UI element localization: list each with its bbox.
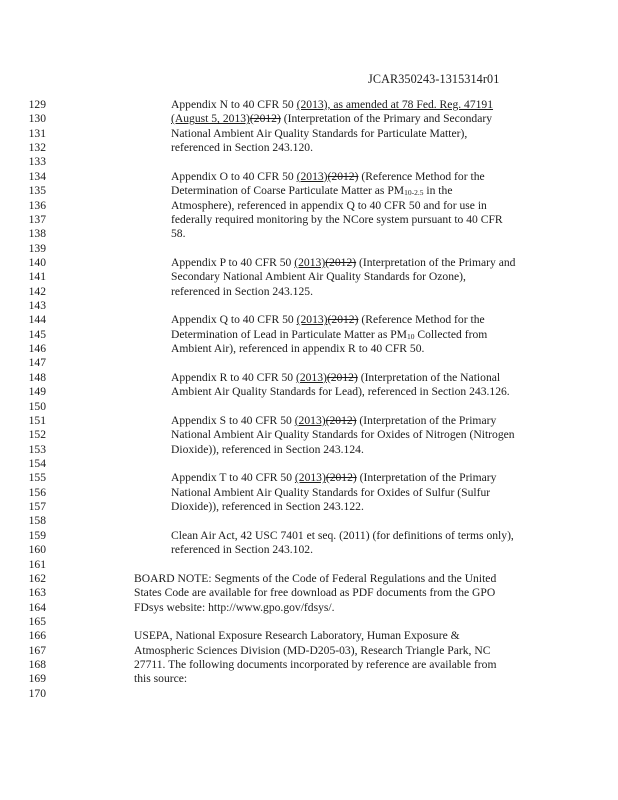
subscript-text: 10-2.5 [404,188,424,198]
line-numbered-body [0,98,618,701]
deleted-text: (2012) [327,169,359,183]
line-number: 163 [28,586,46,600]
document-line [0,457,618,471]
deleted-text: (2012) [325,471,357,485]
line-text [171,184,452,198]
line-text [134,644,490,658]
inserted-text: (2013) [295,370,327,384]
text-segment: (Interpretation of the Primary and [356,255,516,269]
text-segment: (Interpretation of the Primary [356,413,497,427]
line-text [171,342,424,356]
line-text [134,629,460,643]
text-segment: (Reference Method for the [358,313,485,327]
line-text [134,658,497,672]
line-number: 145 [28,327,46,341]
line-text [171,112,492,126]
document-header-id: JCAR350243-1315314r01 [368,72,500,86]
document-line [0,672,618,686]
document-line [0,428,618,442]
document-line [0,615,618,629]
text-segment: 58. [171,227,186,241]
line-text [171,285,313,299]
text-segment: Appendix R to 40 CFR 50 [171,370,296,384]
text-segment: Appendix S to 40 CFR 50 [171,413,295,427]
line-text [171,199,487,213]
line-number: 138 [28,227,46,241]
document-line [0,414,618,428]
line-number: 135 [28,184,46,198]
inserted-text: (2013) [294,471,326,485]
document-line [0,443,618,457]
line-number: 161 [28,557,46,571]
document-line [0,385,618,399]
line-number: 147 [28,356,46,370]
line-text [134,601,335,615]
inserted-text: (2013), as amended at 78 Fed. Reg. 47191 [296,98,494,111]
line-number: 156 [28,485,46,499]
document-line [0,601,618,615]
line-number: 130 [28,112,46,126]
line-number: 158 [28,514,46,528]
text-segment: (Interpretation of the Primary and Secondary [280,112,493,126]
text-segment: BOARD NOTE: Segments of the Code of Federal Regulations and the United [134,571,497,585]
text-segment: federally required monitoring by the NCore system pursuant to 40 CFR [171,212,503,226]
document-line [0,299,618,313]
document-line [0,227,618,241]
line-number: 160 [28,543,46,557]
line-number: 146 [28,342,46,356]
document-line [0,644,618,658]
text-segment: (Interpretation of the Primary [356,471,497,485]
text-segment: in the [423,184,453,198]
line-text [171,500,364,514]
line-number: 150 [28,399,46,413]
deleted-text: (2012) [326,370,358,384]
document-line [0,256,618,270]
line-text [171,313,485,327]
document-line [0,328,618,342]
line-number: 166 [28,629,46,643]
text-segment: Appendix Q to 40 CFR 50 [171,313,297,327]
document-line [0,155,618,169]
text-segment: USEPA, National Exposure Research Laboratory, Human Exposure & [134,629,460,643]
line-number: 136 [28,198,46,212]
document-line [0,242,618,256]
inserted-text: (August 5, 2013) [171,112,250,126]
document-line [0,529,618,543]
line-number: 165 [28,614,46,628]
text-segment: Dioxide)), referenced in Section 243.122. [171,500,364,514]
subscript-text: 10 [407,331,415,341]
text-segment: referenced in Section 243.102. [171,543,313,557]
inserted-text: (2013) [296,169,328,183]
line-number: 144 [28,313,46,327]
text-segment: Appendix N to 40 CFR 50 [171,98,297,111]
text-segment: Ambient Air Quality Standards for Lead), referenced in Section 243.126. [171,385,510,399]
text-segment: National Ambient Air Quality Standards for Oxides of Sulfur (Sulfur [171,485,491,499]
text-segment: this source: [134,672,188,686]
text-segment: Secondary National Ambient Air Quality Standards for Ozone), [171,270,466,284]
line-number: 155 [28,471,46,485]
text-segment: States Code are available for free download as PDF documents from the GPO [134,586,496,600]
text-segment: Atmospheric Sciences Division (MD-D205-03), Research Triangle Park, NC [134,643,491,657]
line-text [171,328,487,342]
text-segment: 27711. The following documents incorporated by reference are available from [134,658,497,672]
text-segment: Dioxide)), referenced in Section 243.124. [171,442,364,456]
line-number: 153 [28,442,46,456]
line-text [171,256,515,270]
line-text [171,385,510,399]
text-segment: Determination of Lead in Particulate Matter as PM [171,327,407,341]
document-line [0,112,618,126]
document-line [0,629,618,643]
text-segment: referenced in Section 243.120. [171,141,313,155]
inserted-text: (2013) [294,255,326,269]
line-number: 132 [28,141,46,155]
text-segment: (Reference Method for the [358,169,485,183]
line-text [171,428,515,442]
line-number: 142 [28,284,46,298]
document-line [0,170,618,184]
document-line [0,371,618,385]
line-text [171,486,490,500]
line-text [171,529,514,543]
document-line [0,658,618,672]
text-segment: Appendix T to 40 CFR 50 [171,471,295,485]
line-number: 159 [28,528,46,542]
line-text [171,227,186,241]
line-text [171,443,364,457]
line-text [134,672,187,686]
document-line [0,586,618,600]
line-text [171,141,313,155]
document-line [0,486,618,500]
inserted-text: (2013) [296,313,328,327]
line-text [171,543,313,557]
line-number: 168 [28,658,46,672]
document-line [0,558,618,572]
line-text [134,586,495,600]
line-number: 139 [28,241,46,255]
document-line [0,285,618,299]
document-line [0,313,618,327]
line-number: 151 [28,413,46,427]
line-number: 129 [28,98,46,111]
line-number: 131 [28,126,46,140]
text-segment: National Ambient Air Quality Standards for Particulate Matter), [171,126,468,140]
text-segment: Appendix O to 40 CFR 50 [171,169,297,183]
line-number: 149 [28,385,46,399]
line-number: 140 [28,255,46,269]
document-line [0,400,618,414]
document-line [0,127,618,141]
line-number: 148 [28,370,46,384]
document-line [0,184,618,198]
text-segment: Collected from [414,327,488,341]
text-segment: referenced in Section 243.125. [171,284,313,298]
document-line [0,342,618,356]
line-text [171,471,496,485]
line-number: 154 [28,456,46,470]
document-line [0,199,618,213]
line-number: 167 [28,643,46,657]
text-segment: Determination of Coarse Particulate Matter as PM [171,184,405,198]
document-line [0,572,618,586]
line-text [171,213,503,227]
line-number: 157 [28,500,46,514]
document-line [0,543,618,557]
document-line [0,141,618,155]
line-number: 152 [28,428,46,442]
deleted-text: (2012) [325,255,357,269]
document-line [0,356,618,370]
text-segment: National Ambient Air Quality Standards for Oxides of Nitrogen (Nitrogen [171,428,515,442]
text-segment: Atmosphere), referenced in appendix Q to 40 CFR 50 and for use in [171,198,487,212]
line-text [171,127,467,141]
text-segment: Clean Air Act, 42 USC 7401 et seq. (2011) (for definitions of terms only), [171,528,514,542]
line-number: 164 [28,600,46,614]
deleted-text: (2012) [249,112,281,126]
line-number: 137 [28,212,46,226]
line-number: 134 [28,169,46,183]
document-line [0,687,618,701]
line-number: 133 [28,155,46,169]
inserted-text: (2013) [294,413,326,427]
document-line [0,98,618,112]
line-number: 141 [28,270,46,284]
text-segment: Appendix P to 40 CFR 50 [171,255,295,269]
line-text [171,371,500,385]
line-number: 170 [28,686,46,700]
line-text [171,98,493,112]
document-line [0,270,618,284]
deleted-text: (2012) [327,313,359,327]
document-line [0,514,618,528]
document-line [0,471,618,485]
line-number: 169 [28,672,46,686]
line-text [171,414,496,428]
document-line [0,213,618,227]
line-text [171,170,485,184]
line-number: 143 [28,299,46,313]
line-text [134,572,496,586]
document-line [0,500,618,514]
text-segment: Ambient Air), referenced in appendix R to 40 CFR 50. [171,342,425,356]
text-segment: (Interpretation of the National [357,370,501,384]
text-segment: FDsys website: http://www.gpo.gov/fdsys/. [134,600,335,614]
deleted-text: (2012) [325,413,357,427]
line-number: 162 [28,571,46,585]
line-text [171,270,466,284]
